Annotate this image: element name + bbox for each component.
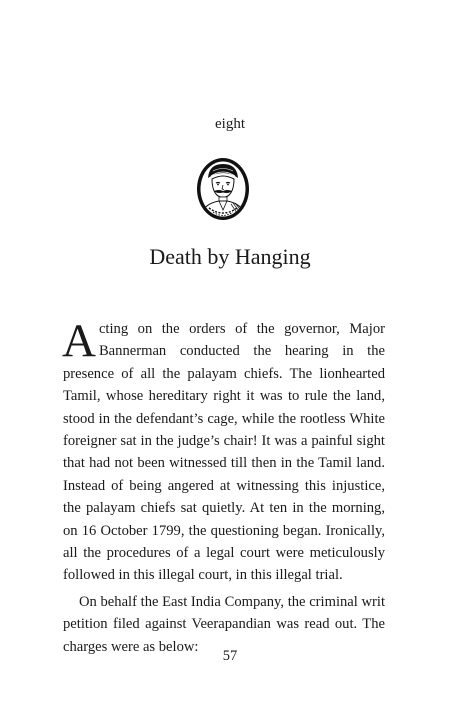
paragraph-2: On behalf the East India Company, the criminal writ petition filed against Veerapandian was read out. The charges were as below:: [63, 593, 385, 655]
portrait-icon: [195, 156, 251, 222]
paragraph-1: [62, 315, 385, 587]
chapter-title: Death by Hanging: [149, 244, 311, 269]
chapter-label: eight: [215, 116, 245, 132]
chapter-body: [62, 315, 385, 658]
page-number: 57: [222, 648, 238, 664]
drop-cap: A: [62, 315, 96, 367]
paragraph-1-text: cting on the orders of the governor, Major Bannerman conducted the hearing in the presence of all the palayam chiefs. The lionhearted Tamil, whose hereditary right it was to rule the land, stood in the defendant’s cage, while the rootless White foreigner sat in the judge’s chair! It was a painful sight that had not been witnessed till then in the Tamil land. Instead of being angered at witnessing this injustice, the palayam chiefs sat quietly. At ten in the morning, on 16 October 1799, the questioning began. Ironically, all the procedures of a legal court were meticulously followed in this illegal court, in this illegal trial.: [63, 321, 385, 584]
